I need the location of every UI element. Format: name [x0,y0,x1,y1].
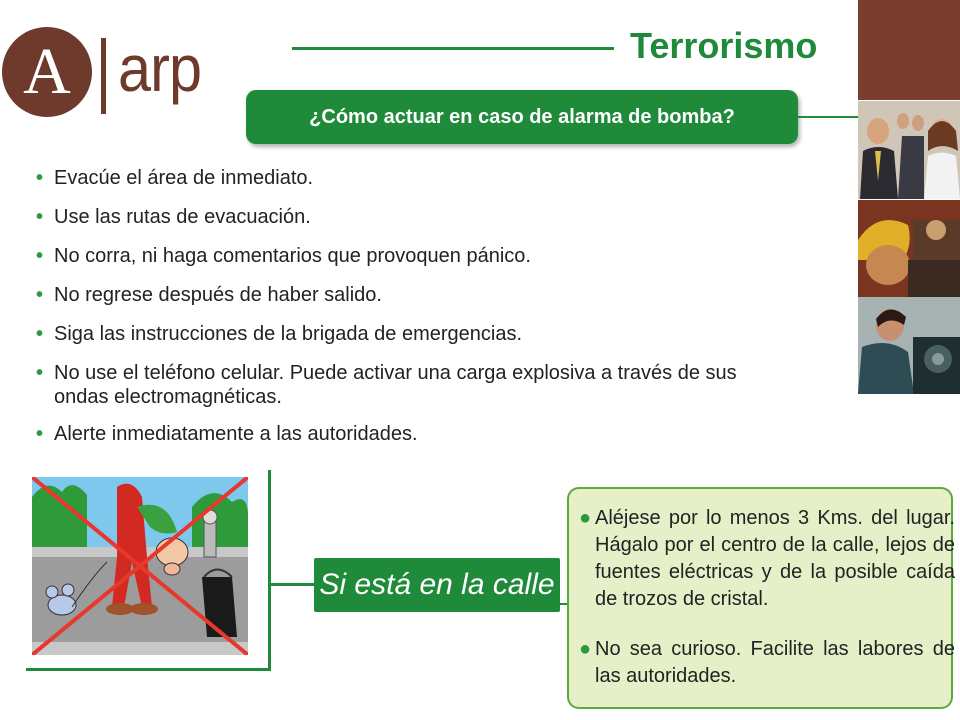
technician-photo [858,297,960,394]
list-item-text: No corra, ni haga comentarios que provoquen pánico. [54,245,531,267]
street-advice-box [567,487,953,709]
logo-emblem: A [2,27,92,117]
list-item: • Alerte inmediatamente a las autoridades. [36,423,418,445]
brand-block [858,0,960,100]
list-item-text: No use el teléfono celular. Puede activar una carga explosiva a través de sus ondas electromagnéticas. [54,362,737,408]
advice-item-text: No sea curioso. Facilite las labores de las autoridades. [595,638,955,687]
question-connector [798,116,858,118]
list-item: • Evacúe el área de inmediato. [36,167,314,189]
street-label: Si está en la calle [314,558,560,612]
advice-item: ● Aléjese por lo menos 3 Kms. del lugar. Hágalo por el centro de la calle, lejos de fuentes eléctricas y de la posible caída de trozos de cristal. [579,507,955,610]
list-item-text: No regrese después de haber salido. [54,284,382,306]
page-title: Terrorismo [630,25,818,66]
instructions-list [36,166,796,461]
street-connector-vertical [268,583,271,669]
street-connector-horizontal [268,583,314,586]
logo-text: arp [118,31,202,105]
list-item: • Use las rutas de evacuación. [36,206,311,228]
list-item-text: Use las rutas de evacuación. [54,206,311,228]
list-item: • Siga las instrucciones de la brigada de emergencias. [36,323,523,345]
advice-item-text: Aléjese por lo menos 3 Kms. del lugar. Hágalo por el centro de la calle, lejos de fuentes eléctricas y de la posible caída de trozos de cristal. [595,507,955,610]
advice-item: ● No sea curioso. Facilite las labores de las autoridades. [579,638,955,687]
list-item: • No use el teléfono celular. Puede activar una carga explosiva a través de sus ondas electromagnéticas. [36,362,737,408]
list-item-text: Siga las instrucciones de la brigada de emergencias. [54,323,523,345]
list-item: • No corra, ni haga comentarios que provoquen pánico. [36,245,531,267]
logo-divider [101,38,106,114]
cartoon-illustration [32,477,248,655]
worker-photo [858,200,960,298]
question-banner: ¿Cómo actuar en caso de alarma de bomba? [246,90,798,144]
list-item-text: Evacúe el área de inmediato. [54,167,314,189]
title-rule [292,47,614,50]
list-item-text: Alerte inmediatamente a las autoridades. [54,423,418,445]
people-photo [858,101,960,199]
list-item: • No regrese después de haber salido. [36,284,382,306]
